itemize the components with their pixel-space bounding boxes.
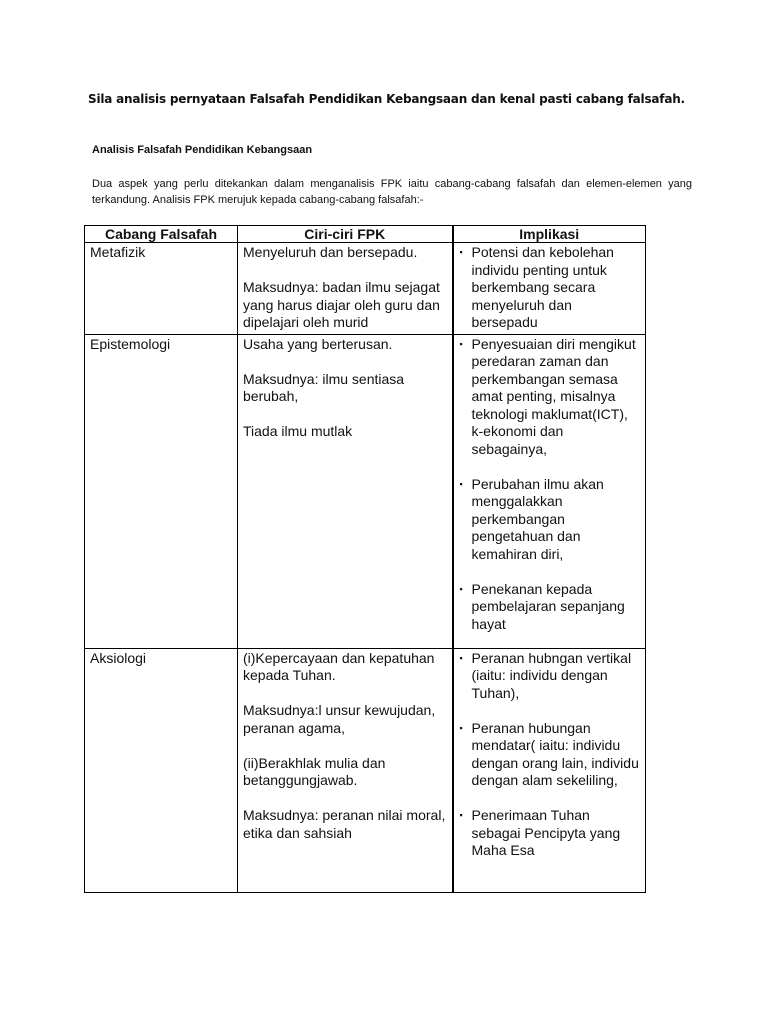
intro-paragraph: Dua aspek yang perlu ditekankan dalam menganalisis FPK iaitu cabang-cabang falsafah dan elemen-elemen yang terkandung. Analisis FPK merujuk kepada cabang-cabang falsafah:-: [92, 178, 692, 206]
fpk-analysis-table: [84, 225, 646, 893]
implikasi-item: ▪ Penyesuaian diri mengikut peredaran zaman dan perkembangan semasa amat penting, misalnya teknologi maklumat(ICT), k-ekonomi dan sebagainya,: [459, 335, 636, 457]
cell-cabang: [85, 648, 238, 892]
assignment-heading: Sila analisis pernyataan Falsafah Pendidikan Kebangsaan dan kenal pasti cabang falsafah.: [88, 92, 685, 106]
ciri-text: Tiada ilmu mutlak: [243, 423, 353, 439]
cell-ciri: [238, 648, 453, 892]
cabang-label: Epistemologi: [90, 335, 171, 352]
ciri-text: (i)Kepercayaan dan kepatuhan kepada Tuhan.: [243, 649, 435, 683]
ciri-text: (ii)Berakhlak mulia dan betanggungjawab.: [243, 754, 386, 788]
cabang-label: Aksiologi: [90, 649, 147, 666]
cell-ciri: [238, 243, 453, 335]
implikasi-item: ▪ Penekanan kepada pembelajaran sepanjang hayat: [459, 580, 625, 632]
cell-implikasi: [453, 334, 646, 648]
ciri-text: Maksudnya: peranan nilai moral, etika dan sahsiah: [243, 807, 446, 841]
cell-cabang: [85, 334, 238, 648]
cell-ciri: [238, 334, 453, 648]
header-cabang: Cabang Falsafah: [85, 226, 238, 243]
implikasi-item: ▪ Potensi dan kebolehan individu penting untuk berkembang secara menyeluruh dan bersepadu: [459, 244, 614, 330]
table-row-aksiologi: [85, 648, 646, 892]
bullet-square-icon: ▪: [459, 583, 463, 594]
ciri-text: Usaha yang berterusan.: [243, 335, 393, 352]
bullet-square-icon: ▪: [459, 478, 463, 489]
implikasi-item: ▪ Peranan hubngan vertikal (iaitu: individu dengan Tuhan),: [459, 649, 632, 701]
cell-implikasi: [453, 648, 646, 892]
bullet-square-icon: ▪: [459, 722, 463, 733]
implikasi-item: ▪ Penerimaan Tuhan sebagai Pencipyta yang Maha Esa: [459, 807, 621, 858]
cell-cabang: [85, 243, 238, 335]
ciri-text: Menyeluruh dan bersepadu.: [243, 244, 418, 260]
bullet-square-icon: ▪: [459, 338, 463, 349]
header-ciri: Ciri-ciri FPK: [238, 226, 453, 243]
cabang-label: Metafizik: [90, 244, 146, 260]
bullet-square-icon: ▪: [459, 810, 463, 820]
section-subheading: Analisis Falsafah Pendidikan Kebangsaan: [92, 144, 313, 156]
bullet-square-icon: ▪: [459, 247, 463, 257]
implikasi-item: ▪ Perubahan ilmu akan menggalakkan perkembangan pengetahuan dan kemahiran diri,: [459, 475, 604, 562]
ciri-text: Maksudnya:l unsur kewujudan, peranan agama,: [243, 702, 436, 736]
ciri-text: Maksudnya: badan ilmu sejagat yang harus diajar oleh guru dan dipelajari oleh murid: [243, 279, 440, 330]
table-row-metafizik: [85, 243, 646, 335]
table-header-row: [85, 226, 646, 243]
bullet-square-icon: ▪: [459, 652, 463, 663]
ciri-text: Maksudnya: ilmu sentiasa berubah,: [243, 370, 405, 404]
table-row-epistemologi: [85, 334, 646, 648]
implikasi-item: ▪ Peranan hubungan mendatar( iaitu: individu dengan orang lain, individu dengan alam sekeliling,: [459, 719, 639, 788]
cell-implikasi: [453, 243, 646, 335]
header-implikasi: Implikasi: [453, 226, 646, 243]
